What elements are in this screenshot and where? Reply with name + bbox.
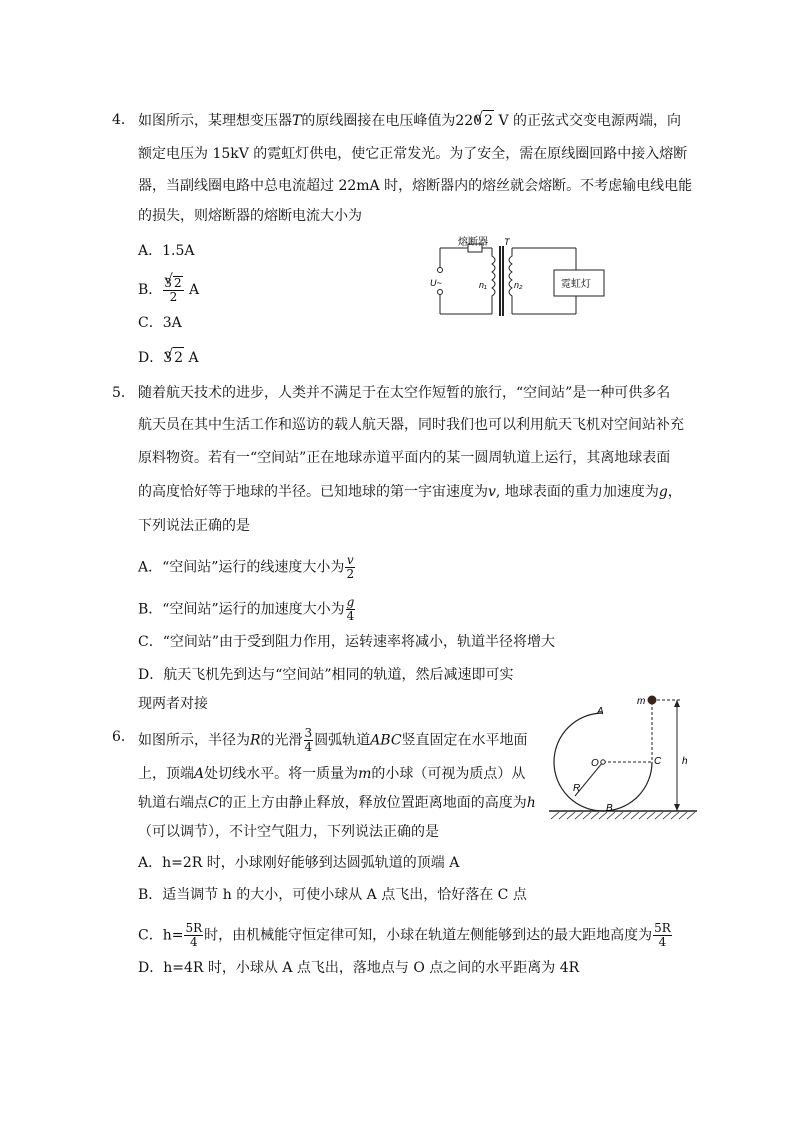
q4-option-a: A．1.5A — [138, 243, 195, 259]
q5-line-3: 原料物资。若有一“空间站”正在地球赤道平面内的某一圆周轨道上运行，其离地球表面 — [138, 450, 671, 466]
m-label: m — [637, 696, 646, 707]
q5-option-d-line-1: D．航天飞机先到达与“空间站”相同的轨道，然后减速即可实 — [138, 667, 514, 683]
q4-option-b: B． $\frac{3√ 2}{2}$ A — [138, 276, 199, 304]
q4-line-2: 额定电压为 15kV 的霓虹灯供电，使它正常发光。为了安全，需在原线圈回路中接入熔断 — [138, 146, 688, 162]
q4-line-3: 器，当副线圈电路中总电流超过 22mA 时，熔断器内的熔丝就会熔断。不考虑输电线电能 — [138, 178, 693, 194]
q4-line-1: 如图所示，某理想变压器T的原线圈接在电压峰值为220√ 2 V 的正弦式交变电源两端，向 — [138, 110, 681, 131]
lamp-label: 霓虹灯 — [561, 279, 591, 290]
q5-option-d-line-2: 现两者对接 — [138, 696, 208, 712]
u-label: U~ — [430, 278, 442, 288]
q6-option-d: D．h=4R 时，小球从 A 点飞出，落地点与 O 点之间的水平距离为 4R — [138, 960, 580, 976]
n2-label: n₂ — [514, 280, 523, 290]
q5-number: 5． — [112, 385, 135, 401]
r-label: R — [573, 783, 581, 794]
c-label: C — [654, 756, 662, 767]
h-label: h — [682, 756, 688, 767]
q6-line-1: 如图所示，半径为R的光滑 $\frac{3}{4}$ 圆弧轨道ABC竖直固定在水平地面 — [138, 726, 528, 754]
t-label: T — [504, 237, 510, 247]
q6-option-b: B．适当调节 h 的大小，可使小球从 A 点飞出，恰好落在 C 点 — [138, 887, 527, 903]
q4-line-4: 的损失，则熔断器的熔断电流大小为 — [138, 208, 362, 224]
q5-option-a: A．“空间站”运行的线速度大小为 $\frac{v}{2}$ — [138, 553, 355, 581]
q4-option-d: D．3√ 2 A — [138, 347, 199, 368]
q6-option-a: A．h=2R 时，小球刚好能够到达圆弧轨道的顶端 A — [138, 855, 460, 871]
q6-line-2: 上，顶端A处切线水平。将一质量为m的小球（可视为质点）从 — [138, 766, 526, 782]
q5-line-1: 随着航天技术的进步，人类并不满足于在太空作短暂的旅行，“空间站”是一种可供多名 — [138, 385, 671, 401]
q4-number: 4． — [112, 112, 135, 128]
fuse-label: 熔断器 — [458, 237, 488, 248]
b-label: B — [606, 803, 613, 814]
q5-line-4: 的高度恰好等于地球的半径。已知地球的第一宇宙速度为v, 地球表面的重力加速度为g， — [138, 484, 682, 500]
o-label: O — [591, 758, 599, 769]
n1-label: n₁ — [479, 280, 487, 290]
q6-line-3: 轨道右端点C的正上方由静止释放，释放位置距离地面的高度为h — [138, 795, 536, 811]
q4-option-c: C．3A — [138, 315, 182, 331]
q5-line-2: 航天员在其中生活工作和巡访的载人航天器，同时我们也可以利用航天飞机对空间站补充 — [138, 417, 684, 433]
q6-option-c: C．h= $\frac{5R}{4}$ 时，由机械能守恒定律可知，小球在轨道左侧能够到达的最大距地高度为 $\frac{5R}{4}$ — [138, 921, 671, 949]
q5-line-5: 下列说法正确的是 — [138, 518, 250, 534]
ball-mass-m — [648, 696, 657, 705]
a-label: A — [597, 706, 604, 717]
circular-track-figure — [545, 692, 705, 828]
q5-option-c: C．“空间站”由于受到阻力作用，运转速率将减小，轨道半径将增大 — [138, 634, 556, 650]
q6-number: 6． — [112, 729, 135, 745]
q6-line-4: （可以调节），不计空气阻力，下列说法正确的是 — [138, 824, 439, 840]
q5-option-b: B．“空间站”运行的加速度大小为 $\frac{g}{4}$ — [138, 595, 355, 623]
transformer-circuit-figure — [428, 236, 608, 320]
